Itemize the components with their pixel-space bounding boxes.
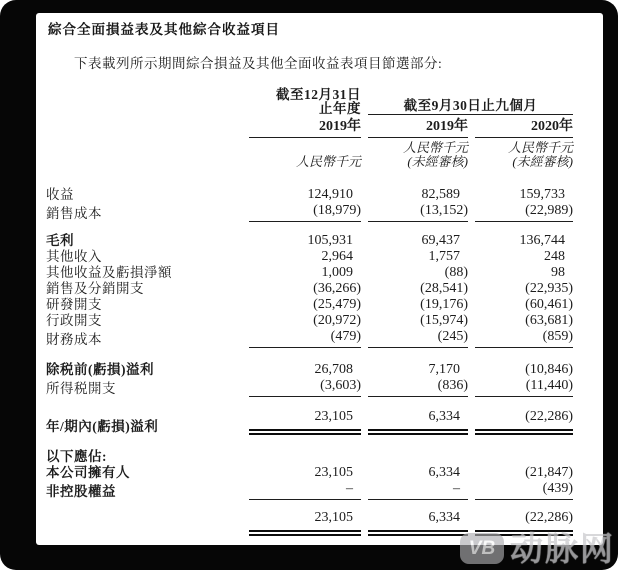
- row-label: 以下應佔:: [46, 449, 107, 464]
- row-label: 研發開支: [46, 297, 102, 312]
- cell-value: 6,334: [428, 465, 460, 480]
- spacer-row: [46, 435, 573, 449]
- spacer-row: [46, 397, 573, 409]
- table-row: [46, 297, 573, 313]
- row-label: 行政開支: [46, 313, 102, 328]
- table-row: [46, 329, 573, 348]
- cell-value: 23,105: [249, 510, 361, 536]
- cell-value: (10,846): [525, 362, 573, 377]
- table-row: [46, 449, 573, 465]
- table-row: [46, 510, 573, 536]
- unit-header-col2: [368, 138, 468, 169]
- cell-value: 159,733: [519, 187, 565, 202]
- cell-value: (439): [475, 481, 573, 500]
- cell-value: (28,541): [420, 281, 468, 296]
- cell-value: (836): [368, 378, 468, 397]
- cell-value: 248: [544, 249, 565, 264]
- cell-value: 124,910: [307, 187, 353, 202]
- cell-value: 6,334: [368, 510, 468, 536]
- cell-value: 1,757: [428, 249, 460, 264]
- year-header-col2: 2019年: [368, 115, 468, 138]
- row-label: 銷售成本: [46, 206, 102, 221]
- table-row: [46, 378, 573, 397]
- cell-value: 82,589: [421, 187, 460, 202]
- header-unit-row: [46, 138, 573, 169]
- spacer-row: [46, 222, 573, 233]
- row-label: 銷售及分銷開支: [46, 281, 144, 296]
- table-row: [46, 281, 573, 297]
- cell-value: 23,105: [314, 465, 353, 480]
- cell-value: (22,286): [475, 409, 573, 435]
- table-row: [46, 249, 573, 265]
- income-statement-table: [39, 87, 580, 536]
- cell-value: –: [368, 481, 468, 500]
- cell-value: 7,170: [428, 362, 460, 377]
- col1-period-line2: 止年度: [319, 101, 361, 116]
- row-label: 財務成本: [46, 332, 102, 347]
- span-period-header: 截至9月30日止九個月: [368, 87, 573, 115]
- row-label: 收益: [46, 187, 74, 202]
- table-row: [46, 465, 573, 481]
- document-page: [36, 13, 603, 545]
- cell-value: (20,972): [313, 313, 361, 328]
- cell-value: 1,009: [321, 265, 353, 280]
- vcbeat-logo-icon: VB: [460, 533, 504, 564]
- row-label: 本公司擁有人: [46, 465, 130, 480]
- cell-value: [249, 449, 361, 465]
- cell-value: 23,105: [249, 409, 361, 435]
- table-row: [46, 203, 573, 222]
- year-header-col1: 2019年: [249, 115, 361, 138]
- row-label: 其他收益及虧損淨額: [46, 265, 172, 280]
- cell-value: (19,176): [420, 297, 468, 312]
- header-period-row-1: [46, 87, 573, 101]
- cell-value: (15,974): [420, 313, 468, 328]
- cell-value: (36,266): [313, 281, 361, 296]
- row-label: [46, 510, 242, 536]
- unit-label: 人民幣千元: [507, 140, 573, 155]
- cell-value: (859): [475, 329, 573, 348]
- cell-value: (3,603): [249, 378, 361, 397]
- unaudited-label: (未經審核): [407, 154, 468, 169]
- cell-value: (13,152): [368, 203, 468, 222]
- row-label: 毛利: [46, 233, 74, 248]
- cell-value: (245): [368, 329, 468, 348]
- cell-value: (21,847): [525, 465, 573, 480]
- page-title: 綜合全面損益表及其他綜合收益項目: [48, 22, 280, 37]
- cell-value: [368, 449, 468, 465]
- unit-header-col1: [249, 138, 361, 169]
- cell-value: (63,681): [525, 313, 573, 328]
- row-label: 其他收入: [46, 249, 102, 264]
- cell-value: 136,744: [519, 233, 565, 248]
- cell-value: 98: [551, 265, 565, 280]
- cell-value: (11,440): [475, 378, 573, 397]
- table-row: [46, 313, 573, 329]
- intro-text: 下表載列所示期間綜合損益及其他全面收益表項目節選部分:: [74, 56, 443, 71]
- unaudited-label: (未經審核): [512, 154, 573, 169]
- cell-value: 105,931: [307, 233, 353, 248]
- row-label: 非控股權益: [46, 484, 116, 499]
- table-row: [46, 362, 573, 378]
- row-label: 年/期內(虧損)溢利: [46, 419, 159, 434]
- table-row: [46, 409, 573, 435]
- cell-value: (60,461): [525, 297, 573, 312]
- row-label: 所得税開支: [46, 381, 116, 396]
- table-row: [46, 265, 573, 281]
- spacer-row: [46, 500, 573, 510]
- cell-value: (22,989): [475, 203, 573, 222]
- cell-value: (479): [249, 329, 361, 348]
- table-row: [46, 233, 573, 249]
- row-label: 除税前(虧損)溢利: [46, 362, 154, 377]
- table-row: [46, 187, 573, 203]
- unit-header-col3: [475, 138, 573, 169]
- watermark-text: 动脉网: [510, 530, 615, 567]
- cell-value: (22,935): [525, 281, 573, 296]
- spacer-row: [46, 348, 573, 362]
- cell-value: (88): [444, 265, 468, 280]
- table-row: [46, 481, 573, 500]
- cell-value: –: [249, 481, 361, 500]
- header-year-row: [46, 115, 573, 138]
- cell-value: 26,708: [314, 362, 353, 377]
- cell-value: [475, 449, 573, 465]
- col1-period-line1: 截至12月31日: [276, 87, 361, 102]
- cell-value: (25,479): [313, 297, 361, 312]
- cell-value: 2,964: [321, 249, 353, 264]
- header-gap: [46, 169, 573, 187]
- unit-label: 人民幣千元: [402, 140, 468, 155]
- cell-value: (18,979): [249, 203, 361, 222]
- cell-value: 69,437: [421, 233, 460, 248]
- cell-value: 6,334: [368, 409, 468, 435]
- year-header-col3: 2020年: [475, 115, 573, 138]
- cell-value: (22,286): [475, 510, 573, 536]
- unit-label: 人民幣千元: [295, 154, 361, 169]
